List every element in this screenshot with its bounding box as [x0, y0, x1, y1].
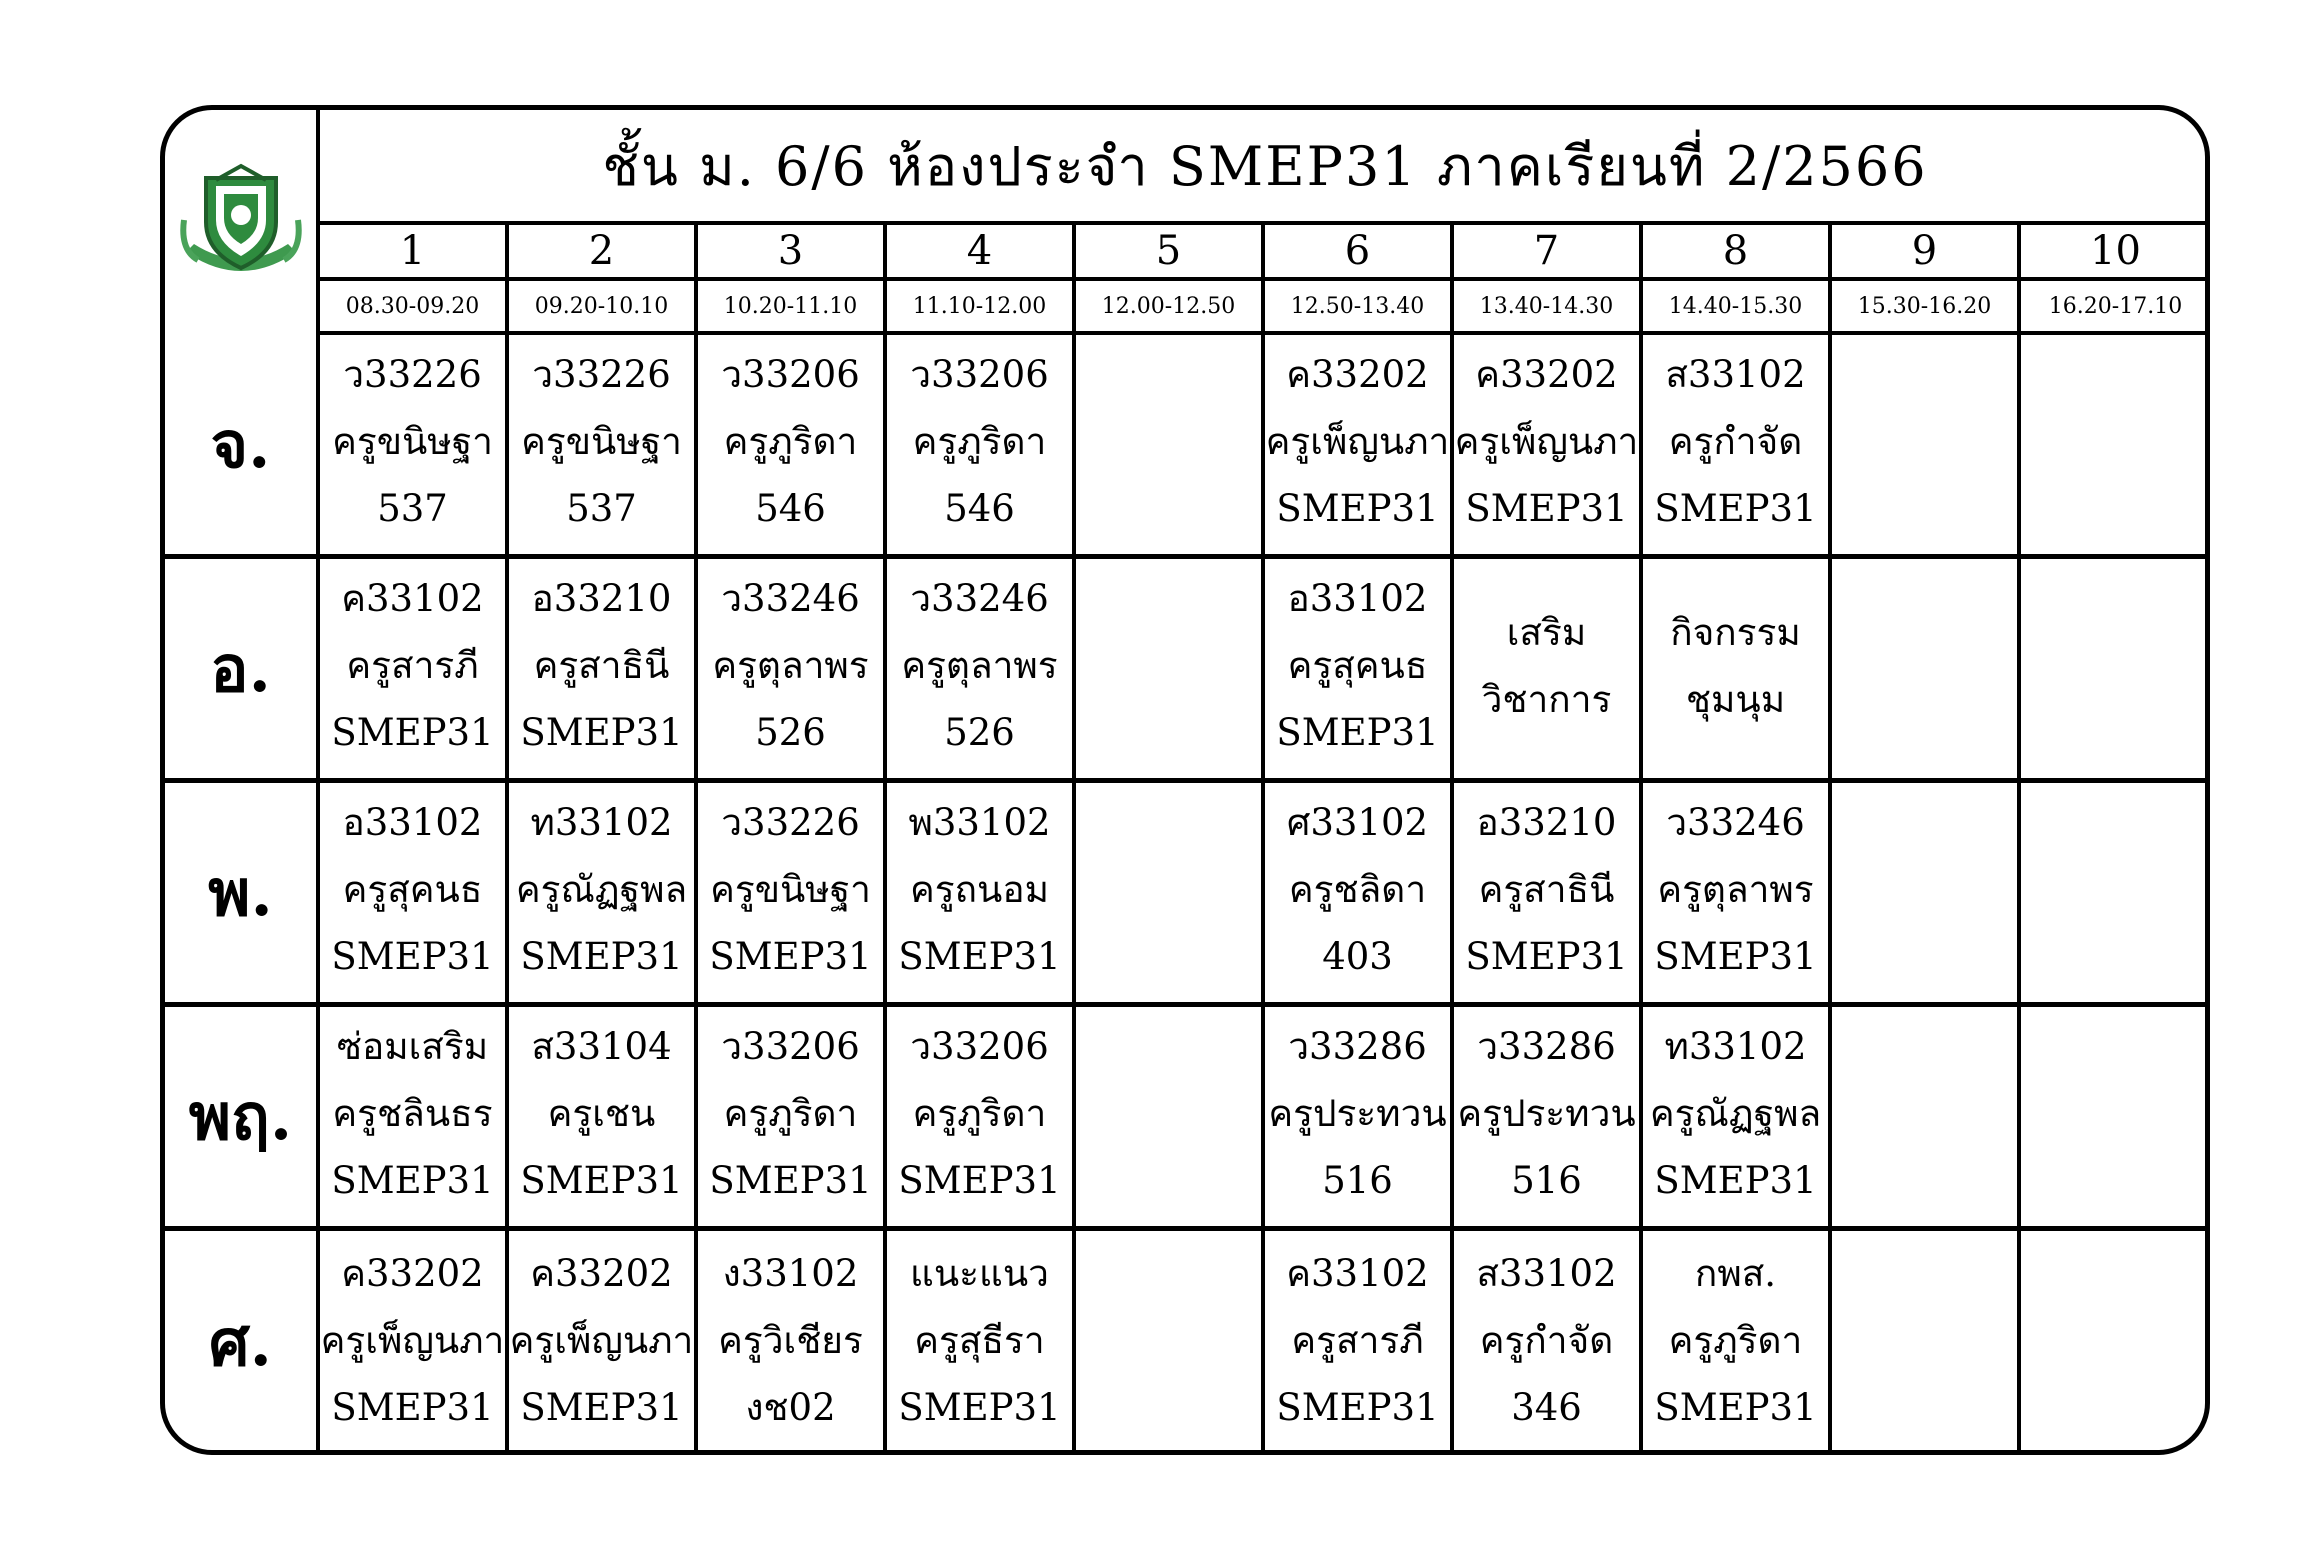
subject-code: ศ33102: [1286, 801, 1429, 844]
subject-code: ว33246: [1666, 801, 1805, 844]
subject-code: อ33102: [1287, 577, 1428, 620]
teacher-name: ครูสารภี: [1291, 1318, 1424, 1362]
schedule-cell: [887, 1007, 1076, 1231]
room-number: SMEP31: [331, 935, 494, 978]
subject-code: ค33202: [1475, 353, 1618, 396]
subject-code: อ33210: [531, 577, 672, 620]
room-number: SMEP31: [1465, 935, 1628, 978]
schedule-cell: [509, 1007, 698, 1231]
day-label: จ.: [165, 335, 320, 559]
schedule-cell: [1265, 335, 1454, 559]
schedule-cell: [1454, 335, 1643, 559]
teacher-name: ครูภูริดา: [1668, 1318, 1803, 1362]
schedule-cell: [320, 559, 509, 783]
teacher-name: ครูชลินธร: [332, 1092, 493, 1135]
schedule-cell: [1832, 1231, 2021, 1455]
schedule-cell: [1454, 1007, 1643, 1231]
teacher-name: ครูณัฏฐพล: [1649, 1092, 1822, 1135]
day-label: พ.: [165, 783, 320, 1007]
timetable-title: ชั้น ม. 6/6 ห้องประจำ SMEP31 ภาคเรียนที่ 2/2566: [320, 110, 2210, 225]
schedule-cell: [1832, 335, 2021, 559]
period-time: 14.40-15.30: [1643, 281, 1832, 335]
teacher-name: ครูชลิดา: [1288, 868, 1427, 911]
schedule-cell: [2021, 559, 2210, 783]
room-number: SMEP31: [520, 711, 683, 754]
period-number: 2: [509, 225, 698, 281]
teacher-name: ครูประทวน: [1457, 1092, 1636, 1135]
teacher-name: ครูเพ็ญนภา: [1265, 420, 1450, 463]
schedule-cell: [509, 559, 698, 783]
subject-code: ว33286: [1288, 1025, 1427, 1068]
schedule-cell: [1643, 1007, 1832, 1231]
teacher-name: ครูสุธีรา: [914, 1318, 1045, 1362]
period-time: 15.30-16.20: [1832, 281, 2021, 335]
subject-code: ว33226: [721, 801, 860, 844]
room-number: SMEP31: [1276, 711, 1439, 754]
room-number: 516: [1511, 1159, 1582, 1202]
schedule-cell: [1265, 1007, 1454, 1231]
day-label: พฤ.: [165, 1007, 320, 1231]
schedule-cell: [1076, 1231, 1265, 1455]
schedule-cell: [1643, 559, 1832, 783]
room-number: 537: [377, 487, 448, 530]
schedule-cell: [1832, 559, 2021, 783]
period-time: 13.40-14.30: [1454, 281, 1643, 335]
schedule-cell: [1076, 1007, 1265, 1231]
schedule-cell: [1643, 783, 1832, 1007]
period-number: 6: [1265, 225, 1454, 281]
subject-code: ส33102: [1665, 353, 1806, 396]
schedule-cell: [509, 1231, 698, 1455]
teacher-name: ครูขนิษฐา: [521, 420, 682, 463]
room-number: SMEP31: [1654, 935, 1817, 978]
teacher-name: ครูตุลาพร: [901, 644, 1058, 687]
subject-code: ท33102: [530, 801, 673, 844]
room-number: SMEP31: [520, 935, 683, 978]
teacher-name: ครูภูริดา: [912, 420, 1047, 463]
teacher-name: ครูตุลาพร: [712, 644, 869, 687]
period-number: 10: [2021, 225, 2210, 281]
teacher-name: วิชาการ: [1481, 677, 1612, 721]
day-label: ศ.: [165, 1231, 320, 1455]
schedule-cell: [1643, 1231, 1832, 1455]
schedule-cell: [698, 335, 887, 559]
room-number: SMEP31: [520, 1385, 683, 1429]
schedule-cell: [887, 1231, 1076, 1455]
teacher-name: ครูกำจัด: [1668, 420, 1803, 463]
teacher-name: ครูตุลาพร: [1657, 868, 1814, 911]
period-time: 10.20-11.10: [698, 281, 887, 335]
schedule-cell: [1454, 783, 1643, 1007]
teacher-name: ครูสุคนธ: [342, 868, 483, 911]
room-number: SMEP31: [898, 935, 1061, 978]
room-number: SMEP31: [331, 1385, 494, 1429]
subject-code: อ33210: [1476, 801, 1617, 844]
subject-code: ว33226: [343, 353, 482, 396]
period-number: 4: [887, 225, 1076, 281]
subject-code: ว33226: [532, 353, 671, 396]
day-label: อ.: [165, 559, 320, 783]
subject-code: ว33246: [910, 577, 1049, 620]
room-number: 403: [1322, 935, 1393, 978]
subject-code: ซ่อมเสริม: [336, 1025, 489, 1068]
schedule-cell: [698, 1231, 887, 1455]
timetable: [160, 105, 2210, 1455]
schedule-cell: [1265, 783, 1454, 1007]
teacher-name: ครูเพ็ญนภา: [1454, 420, 1639, 463]
room-number: SMEP31: [520, 1159, 683, 1202]
room-number: SMEP31: [1276, 487, 1439, 530]
period-number: 8: [1643, 225, 1832, 281]
room-number: 537: [566, 487, 637, 530]
room-number: SMEP31: [1654, 1385, 1817, 1429]
room-number: SMEP31: [1654, 487, 1817, 530]
period-time: 11.10-12.00: [887, 281, 1076, 335]
room-number: SMEP31: [1465, 487, 1628, 530]
period-number: 3: [698, 225, 887, 281]
school-crest-icon: [176, 160, 306, 290]
period-number: 5: [1076, 225, 1265, 281]
subject-code: ส33104: [531, 1025, 672, 1068]
schedule-cell: [1265, 1231, 1454, 1455]
teacher-name: ครูขนิษฐา: [710, 868, 871, 911]
schedule-cell: [1832, 1007, 2021, 1231]
schedule-cell: [320, 783, 509, 1007]
room-number: งช02: [745, 1385, 836, 1429]
period-number: 7: [1454, 225, 1643, 281]
teacher-name: ครูภูริดา: [723, 1092, 858, 1135]
subject-code: อ33102: [342, 801, 483, 844]
teacher-name: ครูกำจัด: [1479, 1318, 1614, 1362]
schedule-cell: [1454, 1231, 1643, 1455]
subject-code: ค33202: [341, 1251, 484, 1295]
subject-code: ค33102: [341, 577, 484, 620]
schedule-cell: [320, 1231, 509, 1455]
schedule-cell: [1076, 335, 1265, 559]
subject-code: ท33102: [1664, 1025, 1807, 1068]
teacher-name: ครูสุคนธ: [1287, 644, 1428, 687]
teacher-name: ครูสาธินี: [533, 644, 670, 687]
teacher-name: ครูวิเชียร: [718, 1318, 863, 1362]
room-number: 516: [1322, 1159, 1393, 1202]
subject-code: ว33206: [910, 353, 1049, 396]
subject-code: ค33202: [530, 1251, 673, 1295]
schedule-cell: [509, 335, 698, 559]
teacher-name: ครูสาธินี: [1478, 868, 1615, 911]
teacher-name: ครูประทวน: [1268, 1092, 1447, 1135]
schedule-cell: [1832, 783, 2021, 1007]
subject-code: แนะแนว: [910, 1251, 1049, 1295]
subject-code: ค33202: [1286, 353, 1429, 396]
subject-code: ค33102: [1286, 1251, 1429, 1295]
teacher-name: ครูขนิษฐา: [332, 420, 493, 463]
room-number: 346: [1511, 1385, 1582, 1429]
period-time: 08.30-09.20: [320, 281, 509, 335]
subject-code: เสริม: [1506, 610, 1587, 654]
schedule-cell: [1076, 783, 1265, 1007]
schedule-cell: [698, 783, 887, 1007]
schedule-cell: [1454, 559, 1643, 783]
teacher-name: ชุมนุม: [1685, 677, 1786, 721]
room-number: SMEP31: [709, 1159, 872, 1202]
subject-code: ว33206: [910, 1025, 1049, 1068]
teacher-name: ครูภูริดา: [723, 420, 858, 463]
schedule-cell: [887, 335, 1076, 559]
subject-code: กิจกรรม: [1670, 610, 1801, 654]
teacher-name: ครูเพ็ญนภา: [509, 1318, 694, 1362]
subject-code: พ33102: [908, 801, 1051, 844]
period-number: 9: [1832, 225, 2021, 281]
schedule-cell: [2021, 1007, 2210, 1231]
teacher-name: ครูสารภี: [346, 644, 479, 687]
schedule-cell: [2021, 1231, 2210, 1455]
room-number: 546: [755, 487, 826, 530]
schedule-cell: [1643, 335, 1832, 559]
room-number: SMEP31: [1654, 1159, 1817, 1202]
teacher-name: ครูเพ็ญนภา: [320, 1318, 505, 1362]
subject-code: ง33102: [722, 1251, 859, 1295]
period-time: 16.20-17.10: [2021, 281, 2210, 335]
schedule-cell: [887, 783, 1076, 1007]
schedule-cell: [1076, 559, 1265, 783]
room-number: SMEP31: [898, 1385, 1061, 1429]
schedule-cell: [320, 335, 509, 559]
school-logo: [165, 110, 320, 340]
subject-code: ว33206: [721, 353, 860, 396]
schedule-cell: [1265, 559, 1454, 783]
period-time: 12.00-12.50: [1076, 281, 1265, 335]
teacher-name: ครูณัฏฐพล: [515, 868, 688, 911]
subject-code: ว33206: [721, 1025, 860, 1068]
schedule-cell: [887, 559, 1076, 783]
subject-code: กพส.: [1694, 1251, 1777, 1295]
schedule-cell: [698, 1007, 887, 1231]
subject-code: ว33286: [1477, 1025, 1616, 1068]
room-number: 526: [755, 711, 826, 754]
room-number: SMEP31: [331, 1159, 494, 1202]
room-number: SMEP31: [331, 711, 494, 754]
schedule-cell: [2021, 335, 2210, 559]
room-number: 526: [944, 711, 1015, 754]
room-number: SMEP31: [1276, 1385, 1439, 1429]
schedule-cell: [2021, 783, 2210, 1007]
subject-code: ส33102: [1476, 1251, 1617, 1295]
room-number: SMEP31: [709, 935, 872, 978]
period-number: 1: [320, 225, 509, 281]
room-number: 546: [944, 487, 1015, 530]
period-time: 12.50-13.40: [1265, 281, 1454, 335]
teacher-name: ครูภูริดา: [912, 1092, 1047, 1135]
subject-code: ว33246: [721, 577, 860, 620]
room-number: SMEP31: [898, 1159, 1061, 1202]
schedule-cell: [320, 1007, 509, 1231]
schedule-cell: [509, 783, 698, 1007]
period-time: 09.20-10.10: [509, 281, 698, 335]
schedule-cell: [698, 559, 887, 783]
teacher-name: ครูถนอม: [910, 868, 1049, 911]
teacher-name: ครูเชน: [547, 1092, 656, 1135]
